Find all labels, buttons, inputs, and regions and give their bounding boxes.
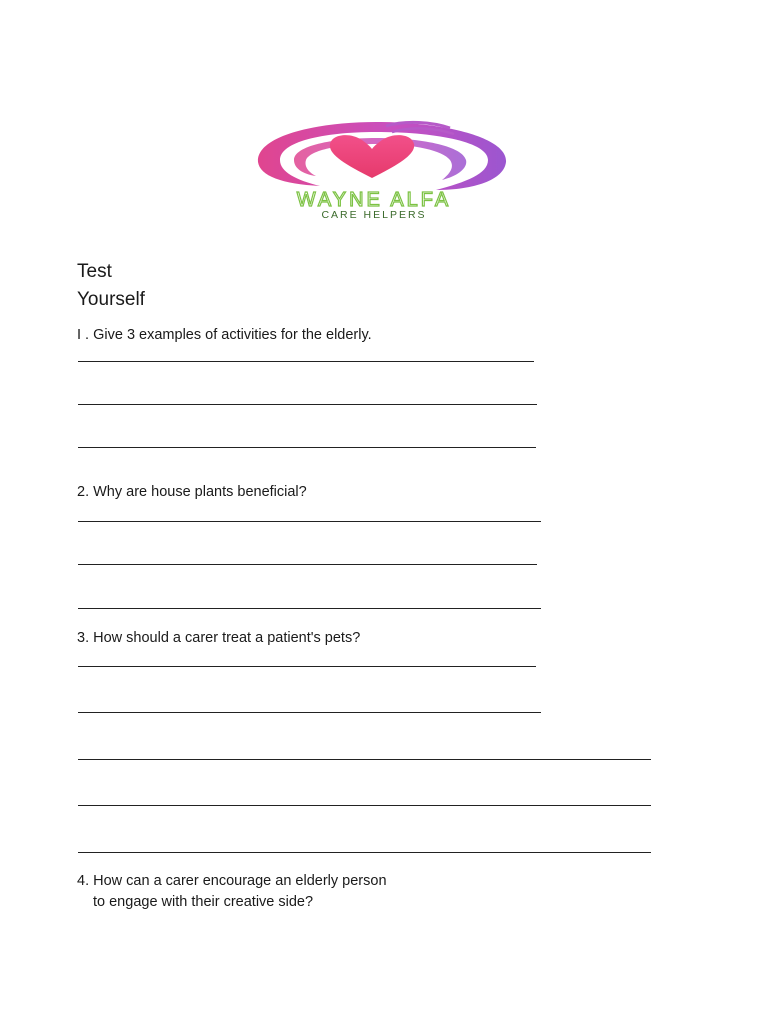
wayne-alfa-logo <box>236 116 512 222</box>
answer-line[interactable] <box>78 404 537 405</box>
answer-line[interactable] <box>78 759 651 760</box>
answer-line[interactable] <box>78 666 536 667</box>
question-4-line-2: to engage with their creative side? <box>93 894 314 910</box>
answer-line[interactable] <box>78 521 541 522</box>
answer-line[interactable] <box>78 564 537 565</box>
question-3: 3. How should a carer treat a patient's pets? <box>77 630 361 646</box>
question-4-line-1: 4. How can a carer encourage an elderly person <box>77 873 387 889</box>
answer-line[interactable] <box>78 608 541 609</box>
answer-line[interactable] <box>78 447 536 448</box>
question-2: 2. Why are house plants beneficial? <box>77 484 307 500</box>
answer-line[interactable] <box>78 805 651 806</box>
logo-tagline-text: CARE HELPERS <box>321 209 427 221</box>
heading-test: Test <box>77 261 112 282</box>
heading-yourself: Yourself <box>77 289 145 310</box>
question-4 <box>77 871 387 913</box>
question-1: I . Give 3 examples of activities for the elderly. <box>77 327 372 343</box>
answer-line[interactable] <box>78 852 651 853</box>
answer-line[interactable] <box>78 712 541 713</box>
answer-line[interactable] <box>78 361 534 362</box>
logo-brand-text: WAYNE ALFA <box>296 189 452 211</box>
